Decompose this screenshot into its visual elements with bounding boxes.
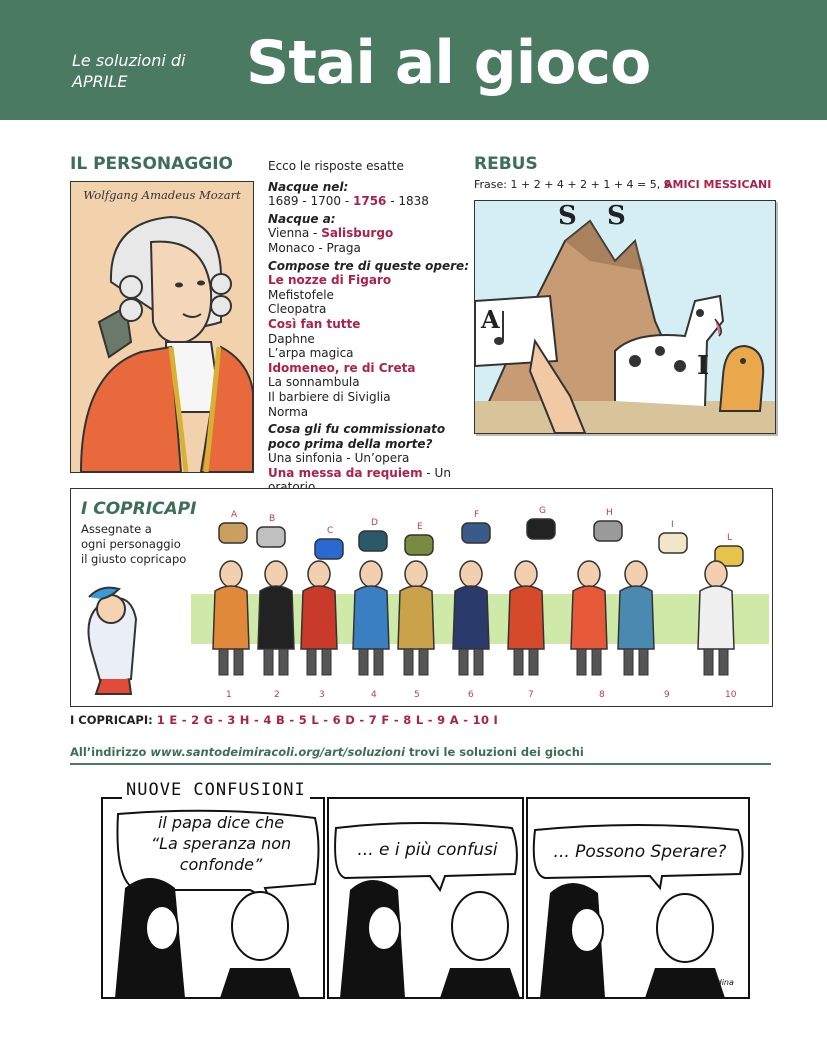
character-number: 1 xyxy=(226,690,232,700)
hat-i xyxy=(659,533,687,553)
hat-letter: I xyxy=(671,520,674,530)
character-9 xyxy=(618,561,654,675)
bubble-1-line3: confonde” xyxy=(179,855,263,874)
character-number: 4 xyxy=(371,690,377,700)
character-number: 3 xyxy=(319,690,325,700)
personaggio-answers xyxy=(268,159,498,495)
hat-e xyxy=(405,535,433,555)
opera-item: Così fan tutte xyxy=(268,316,361,331)
personaggio-title: IL PERSONAGGIO xyxy=(70,154,234,174)
hat-letter: B xyxy=(269,514,276,524)
page-header xyxy=(0,0,827,120)
hat-c xyxy=(315,539,343,559)
opera-item: Il barbiere di Siviglia xyxy=(268,389,391,404)
bubble-3: ... Possono Sperare? xyxy=(553,842,727,862)
rebus-title: REBUS xyxy=(474,154,538,174)
opera-item: La sonnambula xyxy=(268,375,360,390)
question-operas: Compose tre di queste opere: xyxy=(268,258,469,273)
hat-letter: E xyxy=(417,522,423,532)
answer-born-place-others: Monaco - Praga xyxy=(268,240,361,255)
character-4 xyxy=(353,561,389,675)
hat-letter: A xyxy=(231,510,238,520)
mozart-illustration xyxy=(71,182,253,472)
rebus-illustration xyxy=(474,200,776,434)
hat-d xyxy=(359,531,387,551)
rebus-solution: AMICI MESSICANI xyxy=(664,178,772,191)
rebus-scene xyxy=(475,201,775,433)
character-number: 10 xyxy=(725,690,737,700)
header-subtitle xyxy=(72,50,185,92)
page-title: Stai al gioco xyxy=(246,28,651,98)
opera-list xyxy=(268,273,498,419)
opera-item: Idomeneo, re di Creta xyxy=(268,360,416,375)
opera-item: Mefistofele xyxy=(268,287,334,302)
character-5 xyxy=(398,561,434,675)
hat-f xyxy=(462,523,490,543)
character-number: 5 xyxy=(414,690,420,700)
rebus-letter-s1: S xyxy=(558,201,577,231)
character-6 xyxy=(453,561,489,675)
answers-intro: Ecco le risposte esatte xyxy=(268,159,404,173)
copricapi-solution-label: I COPRICAPI: xyxy=(70,713,153,727)
character-1 xyxy=(213,561,249,675)
opera-item: Daphne xyxy=(268,331,315,346)
hat-h xyxy=(594,521,622,541)
rebus-letter-s2: S xyxy=(607,201,626,231)
character-number: 9 xyxy=(664,690,670,700)
hat-letter: F xyxy=(474,510,480,520)
answer-born-year-a: 1689 - 1700 - xyxy=(268,194,353,209)
footer-text-after: trovi le soluzioni dei giochi xyxy=(405,745,584,759)
header-subtitle-line2: APRILE xyxy=(72,72,128,91)
character-8 xyxy=(571,561,607,675)
comic-strip xyxy=(100,778,752,1000)
bubble-1 xyxy=(126,812,316,875)
answer-born-place-a: Vienna - xyxy=(268,226,322,241)
answer-born-year-correct: 1756 xyxy=(353,194,387,209)
rebus-phrase: Frase: 1 + 2 + 4 + 2 + 1 + 4 = 5, 9 xyxy=(474,178,671,191)
character-number: 2 xyxy=(274,690,280,700)
rebus-letter-a: A xyxy=(481,305,500,334)
answer-born-year-c: - 1838 xyxy=(386,194,429,209)
bubble-1-line1: il papa dice che xyxy=(157,813,285,832)
hat-letter: C xyxy=(327,526,334,536)
character-2 xyxy=(258,561,294,675)
portrait-caption: Wolfgang Amadeus Mozart xyxy=(83,188,241,202)
copricapi-solution-row xyxy=(70,713,498,727)
mozart-portrait xyxy=(70,181,254,473)
question-born-place: Nacque a: xyxy=(268,211,336,226)
answer-born-year xyxy=(268,194,498,209)
character-3 xyxy=(301,561,337,675)
bubble-1-line2: “La speranza non xyxy=(150,834,292,853)
hat-letter: H xyxy=(606,508,613,518)
copricapi-title: I COPRICAPI xyxy=(81,499,197,519)
answer-born-place-correct: Salisburgo xyxy=(321,226,394,241)
answer-commission-correct: Una messa da requiem xyxy=(268,465,423,480)
footer-divider xyxy=(70,763,771,765)
opera-item: Le nozze di Figaro xyxy=(268,273,392,288)
instructions-line3: il giusto copricapo xyxy=(81,552,187,566)
answer-commission-a: Una sinfonia - Un’opera xyxy=(268,451,410,466)
question-commission-l1: Cosa gli fu commissionato xyxy=(268,422,446,437)
instructions-line2: ogni personaggio xyxy=(81,537,181,551)
hat-letter: G xyxy=(539,506,546,516)
character-10 xyxy=(698,561,734,675)
rebus-letter-i: I xyxy=(697,351,710,381)
header-subtitle-line1: Le soluzioni di xyxy=(72,51,186,70)
copricapi-illustration xyxy=(71,489,772,706)
footer-note xyxy=(70,745,584,759)
hat-letter: D xyxy=(371,518,378,528)
opera-item: Norma xyxy=(268,404,309,419)
copricapi-panel xyxy=(70,488,773,707)
hat-letter: L xyxy=(727,533,733,543)
copricapi-solution: 1 E - 2 G - 3 H - 4 B - 5 L - 6 D - 7 F - 8 L - 9 A - 10 I xyxy=(156,713,499,727)
opera-item: L’arpa magica xyxy=(268,346,354,361)
answer-born-place xyxy=(268,226,498,241)
answer-commission-c: - Un xyxy=(426,465,451,480)
hat-a xyxy=(219,523,247,543)
character-7 xyxy=(508,561,544,675)
comic-title: NUOVE CONFUSIONI xyxy=(122,780,310,800)
character-number: 6 xyxy=(468,690,474,700)
opera-item: Cleopatra xyxy=(268,302,327,317)
footer-url[interactable]: www.santodeimiracoli.org/art/soluzioni xyxy=(150,745,406,759)
hat-b xyxy=(257,527,285,547)
instructions-line1: Assegnate a xyxy=(81,522,152,536)
question-born-year: Nacque nel: xyxy=(268,179,349,194)
character-number: 8 xyxy=(599,690,605,700)
comic-signature: Giardina xyxy=(700,978,734,987)
bubble-2: ... e i più confusi xyxy=(357,840,498,860)
hat-g xyxy=(527,519,555,539)
character-number: 7 xyxy=(528,690,534,700)
question-commission-l2: poco prima della morte? xyxy=(268,436,433,451)
footer-text-before: All’indirizzo xyxy=(70,745,151,759)
